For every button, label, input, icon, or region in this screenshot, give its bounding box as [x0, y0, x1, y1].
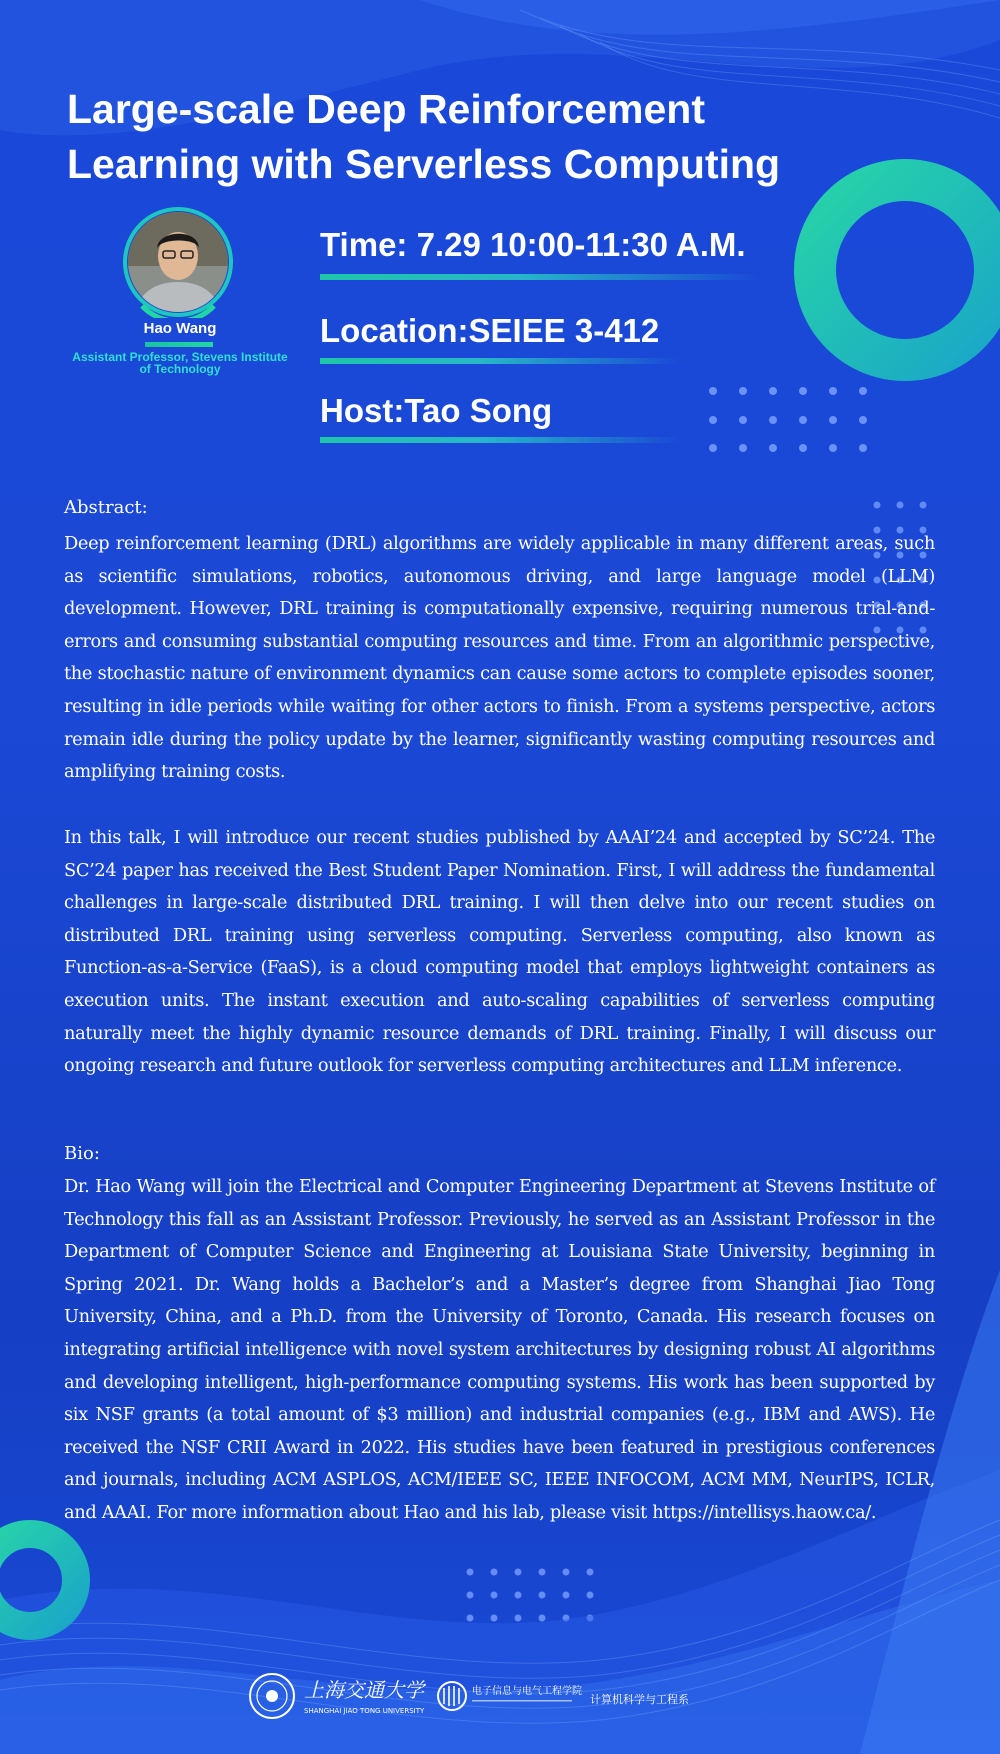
- event-title: [67, 82, 927, 192]
- speaker-name-underline: [145, 342, 213, 347]
- time-underline: [320, 274, 760, 280]
- title-line-1: Large-scale Deep Reinforcement: [67, 86, 706, 132]
- sjtu-seal-icon: [250, 1674, 294, 1718]
- abstract-heading: Abstract:: [64, 497, 148, 518]
- affiliation-line-2: of Technology: [139, 362, 221, 376]
- bio-heading: Bio:: [64, 1143, 100, 1164]
- host-underline: [320, 437, 680, 443]
- event-host: Host:Tao Song: [320, 392, 553, 429]
- event-time: Time: 7.29 10:00-11:30 A.M.: [320, 226, 746, 263]
- speaker-name: Hao Wang: [143, 320, 217, 337]
- sjtu-chinese-name: 上海交通大学: [304, 1678, 424, 1702]
- footer-logos: [248, 1672, 708, 1722]
- title-line-2: Learning with Serverless Computing: [67, 141, 781, 187]
- event-location: Location:SEIEE 3-412: [320, 312, 660, 349]
- location-underline: [320, 358, 680, 364]
- speaker-affiliation: [55, 351, 305, 375]
- abstract-paragraph-2: In this talk, I will introduce our recent studies published by AAAI’24 and accepted by SC’24. The SC’24 paper has received the Best Student Paper Nomination. First, I will address the fundamental challenges in large-scale distributed DRL training. I will then delve into our recent studies on distributed DRL training using serverless computing. Serverless computing, also known as Function-as-a-Service (FaaS), is a cloud computing model that employs lightweight containers as execution units. The instant execution and auto-scaling capabilities of serverless computing naturally meet the highly dynamic resource demands of DRL training. Finally, I will discuss our ongoing research and future outlook for serverless computing architectures and LLM inference.: [64, 827, 935, 1077]
- bio-paragraph: Dr. Hao Wang will join the Electrical and Computer Engineering Department at Stevens Institute of Technology this fall as an Assistant Professor. Previously, he served as an Assistant Professor in the Department of Computer Science and Engineering at Louisiana State University, beginning in Spring 2021. Dr. Wang holds a Bachelor’s and a Master’s degree from Shanghai Jiao Tong University, China, and a Ph.D. from the University of Toronto, Canada. His research focuses on integrating artificial intelligence with novel system architectures by designing robust AI algorithms and developing intelligent, high-performance computing systems. His work has been supported by six NSF grants (a total amount of $3 million) and industrial companies (e.g., IBM and AWS). He received the NSF CRII Award in 2022. His studies have been featured in prestigious conferences and journals, including ACM ASPLOS, ACM/IEEE SC, IEEE INFOCOM, ACM MM, NeurIPS, ICLR, and AAAI. For more information about Hao and his lab, please visit https://intellisys.haow.ca/.: [64, 1176, 935, 1523]
- abstract-paragraph-1: Deep reinforcement learning (DRL) algorithms are widely applicable in many different areas, such as scientific simulations, robotics, autonomous driving, and large language model (LLM) development. However, DRL training is computationally expensive, requiring numerous trial-and-errors and consuming substantial computing resources and time. From an algorithmic perspective, the stochastic nature of environment dynamics can cause some actors to complete episodes sooner, resulting in idle periods while waiting for other actors to finish. From a systems perspective, actors remain idle during the policy update by the learner, significantly wasting computing resources and amplifying training costs.: [64, 533, 935, 783]
- dots-pattern: [709, 387, 867, 452]
- seiee-logo-icon: [438, 1682, 466, 1710]
- seiee-chinese-name: 电子信息与电气工程学院: [472, 1686, 582, 1697]
- affiliation-line-1: Assistant Professor, Stevens Institute: [72, 350, 288, 364]
- sjtu-english-name: SHANGHAI JIAO TONG UNIVERSITY: [304, 1707, 425, 1715]
- cs-department-name: 计算机科学与工程系: [590, 1693, 689, 1706]
- speaker-avatar: [122, 206, 234, 318]
